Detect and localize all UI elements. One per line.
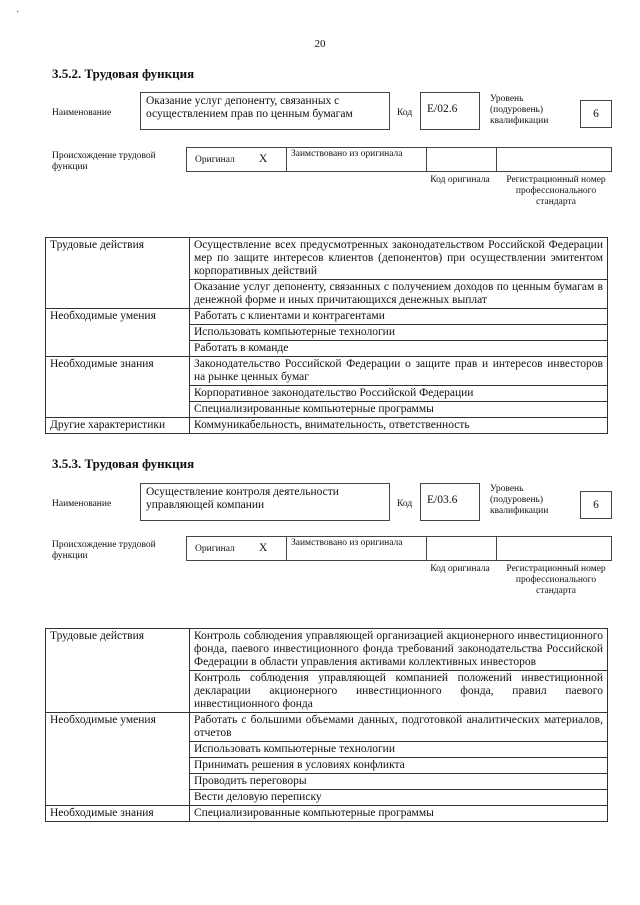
code-label: Код xyxy=(397,499,413,509)
level-label: Уровень (подуровень) квалификации xyxy=(490,484,549,516)
table-row xyxy=(46,238,608,280)
level-label: Уровень (подуровень) квалификации xyxy=(490,94,549,126)
name-label: Наименование xyxy=(52,499,112,509)
level-value: 6 xyxy=(593,108,599,120)
origin-label: Происхождение трудовой функции xyxy=(52,151,156,172)
origin-box xyxy=(186,147,612,172)
table-row xyxy=(46,357,608,386)
origin-label: Происхождение трудовой функции xyxy=(52,540,156,561)
row-item: Коммуникабельность, внимательность, ответственность xyxy=(190,418,608,434)
row-item: Принимать решения в условиях конфликта xyxy=(190,758,608,774)
original-label: Оригинал xyxy=(195,544,235,554)
row-item: Использовать компьютерные технологии xyxy=(190,325,608,341)
section-heading: 3.5.2. Трудовая функция xyxy=(52,66,195,81)
row-item: Проводить переговоры xyxy=(190,774,608,790)
row-item: Законодательство Российской Федерации о защите прав и интересов инвесторов на рынке ценных бумаг xyxy=(190,357,608,386)
code-origin-label: Код оригинала xyxy=(430,564,490,574)
row-label: Другие характеристики xyxy=(46,418,190,434)
code-value: Е/02.6 xyxy=(427,103,458,115)
activities-table xyxy=(45,628,608,822)
table-row xyxy=(46,713,608,742)
code-box xyxy=(420,92,480,130)
code-origin-label: Код оригинала xyxy=(430,175,490,185)
origin-box xyxy=(186,536,612,561)
row-item: Оказание услуг депоненту, связанных с получением доходов по ценным бумагам в денежной форме и иных причитающихся денежных выплат xyxy=(190,280,608,309)
row-item: Использовать компьютерные технологии xyxy=(190,742,608,758)
reg-number-label: Регистрационный номер профессионального стандарта xyxy=(506,564,606,596)
table-row xyxy=(46,806,608,822)
borrowed-label: Заимствовано из оригинала xyxy=(291,538,403,548)
code-value: Е/03.6 xyxy=(427,494,458,506)
table-row xyxy=(46,418,608,434)
original-label: Оригинал xyxy=(195,155,235,165)
row-item: Специализированные компьютерные программы xyxy=(190,806,608,822)
row-label: Необходимые знания xyxy=(46,806,190,822)
code-box xyxy=(420,483,480,521)
row-label: Необходимые знания xyxy=(46,357,190,418)
original-mark: X xyxy=(259,542,268,554)
scan-marks: ˙ xyxy=(16,10,20,21)
level-box xyxy=(580,491,612,519)
function-name-box xyxy=(140,483,390,521)
level-value: 6 xyxy=(593,499,599,511)
section-heading: 3.5.3. Трудовая функция xyxy=(52,456,195,471)
row-item: Осуществление всех предусмотренных законодательством Российской Федерации мер по защите интересов клиентов (депонентов) при осуществлении эмитентом корпоративных действий xyxy=(190,238,608,280)
function-name-box xyxy=(140,92,390,130)
borrowed-label: Заимствовано из оригинала xyxy=(291,149,403,159)
original-mark: X xyxy=(259,153,268,165)
row-item: Специализированные компьютерные программы xyxy=(190,402,608,418)
function-name: Оказание услуг депоненту, связанных с осуществлением прав по ценным бумагам xyxy=(146,95,353,120)
row-label: Трудовые действия xyxy=(46,629,190,713)
table-row xyxy=(46,309,608,325)
row-item: Вести деловую переписку xyxy=(190,790,608,806)
function-name: Осуществление контроля деятельности управляющей компании xyxy=(146,486,339,511)
row-item: Работать с клиентами и контрагентами xyxy=(190,309,608,325)
row-item: Контроль соблюдения управляющей компанией положений инвестиционной декларации акционерного инвестиционного фонда, правил паевого инвестиционного фонда xyxy=(190,671,608,713)
row-label: Необходимые умения xyxy=(46,713,190,806)
row-label: Необходимые умения xyxy=(46,309,190,357)
row-item: Работать с большими объемами данных, подготовкой аналитических материалов, отчетов xyxy=(190,713,608,742)
page-number: 20 xyxy=(314,38,326,50)
level-box xyxy=(580,100,612,128)
row-item: Работать в команде xyxy=(190,341,608,357)
activities-table xyxy=(45,237,608,434)
code-label: Код xyxy=(397,108,413,118)
row-label: Трудовые действия xyxy=(46,238,190,309)
table-row xyxy=(46,629,608,671)
row-item: Контроль соблюдения управляющей организацией акционерного инвестиционного фонда, паевого инвестиционного фонда требований законодательства Российской Федерации в области управления активами коллективных инвесторов xyxy=(190,629,608,671)
reg-number-label: Регистрационный номер профессионального стандарта xyxy=(506,175,606,207)
row-item: Корпоративное законодательство Российской Федерации xyxy=(190,386,608,402)
name-label: Наименование xyxy=(52,108,112,118)
